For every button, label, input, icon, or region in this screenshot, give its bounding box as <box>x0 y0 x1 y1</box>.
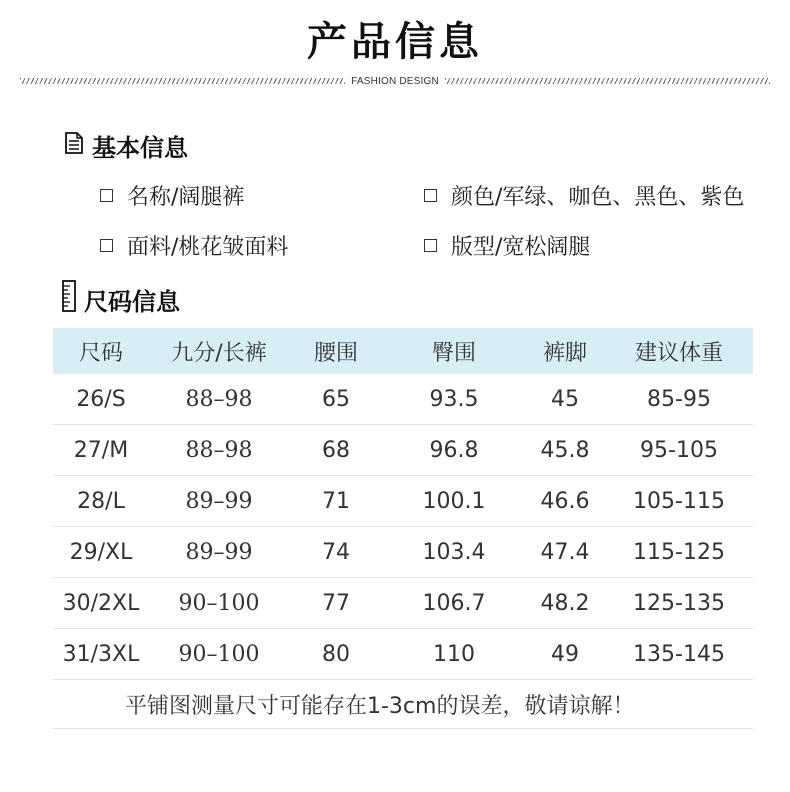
cell-hip: 103.4 <box>383 527 525 578</box>
column-header-hip: 臀围 <box>383 328 525 374</box>
divider-hatch-right <box>445 78 770 84</box>
table-row <box>53 425 753 476</box>
cell-length: 88–98 <box>149 425 289 476</box>
brand-tagline: FASHION DESIGN <box>351 75 439 87</box>
cell-waist: 68 <box>289 425 383 476</box>
cell-weight: 95-105 <box>605 425 753 476</box>
info-item-label: 版型/宽松阔腿 <box>451 235 591 260</box>
column-header-waist: 腰围 <box>289 328 383 374</box>
cell-length: 90–100 <box>149 629 289 680</box>
cell-hip: 100.1 <box>383 476 525 527</box>
document-icon <box>64 132 84 160</box>
info-item-fit <box>424 230 590 261</box>
checkbox-icon <box>424 239 437 252</box>
checkbox-icon <box>100 189 113 202</box>
table-row <box>53 629 753 680</box>
cell-size: 26/S <box>53 374 149 425</box>
column-header-length: 九分/长裤 <box>149 328 289 374</box>
basic-info-heading-label: 基本信息 <box>92 134 188 162</box>
cell-hem: 46.6 <box>525 476 605 527</box>
info-item-color <box>424 180 744 211</box>
checkbox-icon <box>424 189 437 202</box>
cell-weight: 135-145 <box>605 629 753 680</box>
page-title: 产品信息 <box>307 19 483 65</box>
cell-length: 88–98 <box>149 374 289 425</box>
size-table <box>53 328 753 729</box>
cell-size: 30/2XL <box>53 578 149 629</box>
cell-hip: 106.7 <box>383 578 525 629</box>
cell-weight: 125-135 <box>605 578 753 629</box>
column-header-size: 尺码 <box>53 328 149 374</box>
cell-hem: 48.2 <box>525 578 605 629</box>
cell-waist: 80 <box>289 629 383 680</box>
cell-length: 90–100 <box>149 578 289 629</box>
cell-waist: 65 <box>289 374 383 425</box>
cell-weight: 105-115 <box>605 476 753 527</box>
cell-size: 28/L <box>53 476 149 527</box>
cell-length: 89–99 <box>149 527 289 578</box>
table-row <box>53 476 753 527</box>
cell-hip: 96.8 <box>383 425 525 476</box>
size-info-heading-label: 尺码信息 <box>84 287 180 316</box>
cell-weight: 85-95 <box>605 374 753 425</box>
cell-hem: 45 <box>525 374 605 425</box>
cell-waist: 71 <box>289 476 383 527</box>
cell-hem: 47.4 <box>525 527 605 578</box>
divider-hatch-left <box>20 78 345 84</box>
measurement-note: 平铺图测量尺寸可能存在1-3cm的误差，敬请谅解！ <box>53 680 753 729</box>
basic-info-heading <box>64 128 188 163</box>
cell-hem: 49 <box>525 629 605 680</box>
checkbox-icon <box>100 239 113 252</box>
info-item-name <box>100 180 244 211</box>
cell-size: 29/XL <box>53 527 149 578</box>
cell-hip: 93.5 <box>383 374 525 425</box>
cell-size: 27/M <box>53 425 149 476</box>
cell-hip: 110 <box>383 629 525 680</box>
cell-waist: 74 <box>289 527 383 578</box>
decorative-divider <box>20 74 770 88</box>
ruler-icon <box>62 280 76 318</box>
column-header-weight: 建议体重 <box>605 328 753 374</box>
table-header-row <box>53 328 753 374</box>
column-header-hem: 裤脚 <box>525 328 605 374</box>
info-item-fabric <box>100 230 288 261</box>
table-row <box>53 374 753 425</box>
cell-size: 31/3XL <box>53 629 149 680</box>
cell-hem: 45.8 <box>525 425 605 476</box>
table-note-row <box>53 680 753 729</box>
cell-waist: 77 <box>289 578 383 629</box>
table-row <box>53 527 753 578</box>
info-item-label: 面料/桃花皱面料 <box>127 235 289 260</box>
table-row <box>53 578 753 629</box>
info-item-label: 名称/阔腿裤 <box>127 185 245 210</box>
info-item-label: 颜色/军绿、咖色、黑色、紫色 <box>451 185 745 210</box>
cell-length: 89–99 <box>149 476 289 527</box>
size-info-heading <box>62 280 180 318</box>
cell-weight: 115-125 <box>605 527 753 578</box>
